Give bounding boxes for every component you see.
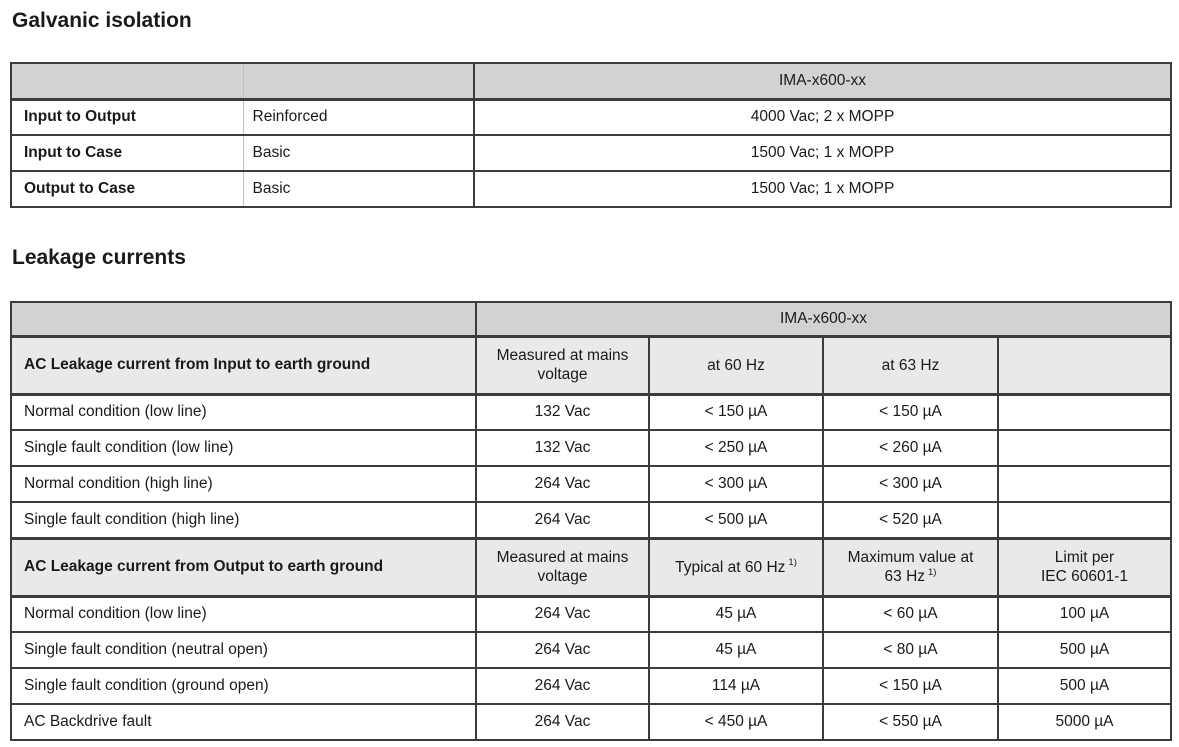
column-header-line: Typical at 60 Hz $^{1)}$ [675,557,797,576]
column-header-line: at 63 Hz [881,356,940,374]
isolation-value-cell: 1500 Vac; 1 x MOPP [474,171,1171,207]
leakage-row [11,668,1171,704]
value-cell: 5000 µA [998,704,1171,740]
column-header-line: Measured at mains [496,347,629,364]
galvanic-row [11,135,1171,171]
value-cell: < 150 µA [823,394,998,430]
condition-cell: Normal condition (low line) [11,596,476,632]
column-header-cell [823,336,998,394]
leakage-row [11,394,1171,430]
value-cell [998,430,1171,466]
column-header-line: Measured at mains [496,549,629,566]
galvanic-product-header: IMA-x600-xx [474,63,1171,99]
galvanic-header-empty-cell [11,63,243,99]
condition-cell: AC Backdrive fault [11,704,476,740]
section-title-cell: AC Leakage current from Input to earth ground [11,336,476,394]
value-cell: < 260 µA [823,430,998,466]
parameter-cell: Input to Output [11,99,243,135]
leakage-row [11,466,1171,502]
value-cell: 264 Vac [476,502,649,538]
galvanic-isolation-table [10,62,1172,208]
value-cell [998,394,1171,430]
value-cell: 264 Vac [476,632,649,668]
condition-cell: Single fault condition (neutral open) [11,632,476,668]
isolation-class-cell: Basic [243,171,474,207]
column-header-line: at 60 Hz [707,356,765,374]
condition-cell: Single fault condition (ground open) [11,668,476,704]
value-cell: < 80 µA [823,632,998,668]
value-cell: 264 Vac [476,704,649,740]
galvanic-row [11,99,1171,135]
column-header-line: IEC 60601-1 [1040,568,1129,585]
value-cell: < 300 µA [649,466,823,502]
value-cell: 114 µA [649,668,823,704]
value-cell: 264 Vac [476,596,649,632]
column-header-cell [998,336,1171,394]
value-cell: 45 µA [649,632,823,668]
leakage-currents-table [10,301,1172,741]
leakage-section-header-row [11,336,1171,394]
footnote-marker: 1) [928,566,937,578]
value-cell: 100 µA [998,596,1171,632]
condition-cell: Single fault condition (high line) [11,502,476,538]
galvanic-header-row [11,63,1171,99]
section-title-cell: AC Leakage current from Output to earth ground [11,538,476,596]
value-cell: < 450 µA [649,704,823,740]
value-cell: < 150 µA [649,394,823,430]
leakage-product-header: IMA-x600-xx [476,302,1171,336]
footnote-marker: 1) [788,557,797,569]
value-cell: < 150 µA [823,668,998,704]
column-header-line: Limit per [1054,549,1115,566]
value-cell: < 500 µA [649,502,823,538]
galvanic-row [11,171,1171,207]
leakage-row [11,596,1171,632]
isolation-value-cell: 1500 Vac; 1 x MOPP [474,135,1171,171]
value-cell: < 250 µA [649,430,823,466]
value-cell: 264 Vac [476,668,649,704]
column-header-cell [476,538,649,596]
galvanic-header-empty-cell [243,63,474,99]
column-header-cell [823,538,998,596]
value-cell: 264 Vac [476,466,649,502]
condition-cell: Single fault condition (low line) [11,430,476,466]
value-cell: < 300 µA [823,466,998,502]
leakage-row [11,632,1171,668]
condition-cell: Normal condition (high line) [11,466,476,502]
value-cell [998,466,1171,502]
isolation-class-cell: Reinforced [243,99,474,135]
value-cell: < 60 µA [823,596,998,632]
value-cell: 45 µA [649,596,823,632]
value-cell: < 550 µA [823,704,998,740]
parameter-cell: Input to Case [11,135,243,171]
value-cell: 132 Vac [476,430,649,466]
column-header-line: voltage [537,366,588,383]
leakage-currents-title: Leakage currents [12,246,186,269]
leakage-row [11,430,1171,466]
leakage-row [11,502,1171,538]
value-cell [998,502,1171,538]
value-cell: 500 µA [998,632,1171,668]
leakage-header-empty-cell [11,302,476,336]
isolation-value-cell: 4000 Vac; 2 x MOPP [474,99,1171,135]
parameter-cell: Output to Case [11,171,243,207]
column-header-cell [649,336,823,394]
value-cell: < 520 µA [823,502,998,538]
condition-cell: Normal condition (low line) [11,394,476,430]
column-header-line: voltage [537,568,588,585]
leakage-row [11,704,1171,740]
column-header-cell [649,538,823,596]
isolation-class-cell: Basic [243,135,474,171]
value-cell: 500 µA [998,668,1171,704]
galvanic-isolation-title: Galvanic isolation [12,9,192,32]
column-header-cell [476,336,649,394]
leakage-header-row [11,302,1171,336]
column-header-line: Maximum value at [847,549,974,566]
column-header-line: 63 Hz $^{1)}$ [884,566,937,585]
column-header-cell [998,538,1171,596]
value-cell: 132 Vac [476,394,649,430]
leakage-section-header-row [11,538,1171,596]
